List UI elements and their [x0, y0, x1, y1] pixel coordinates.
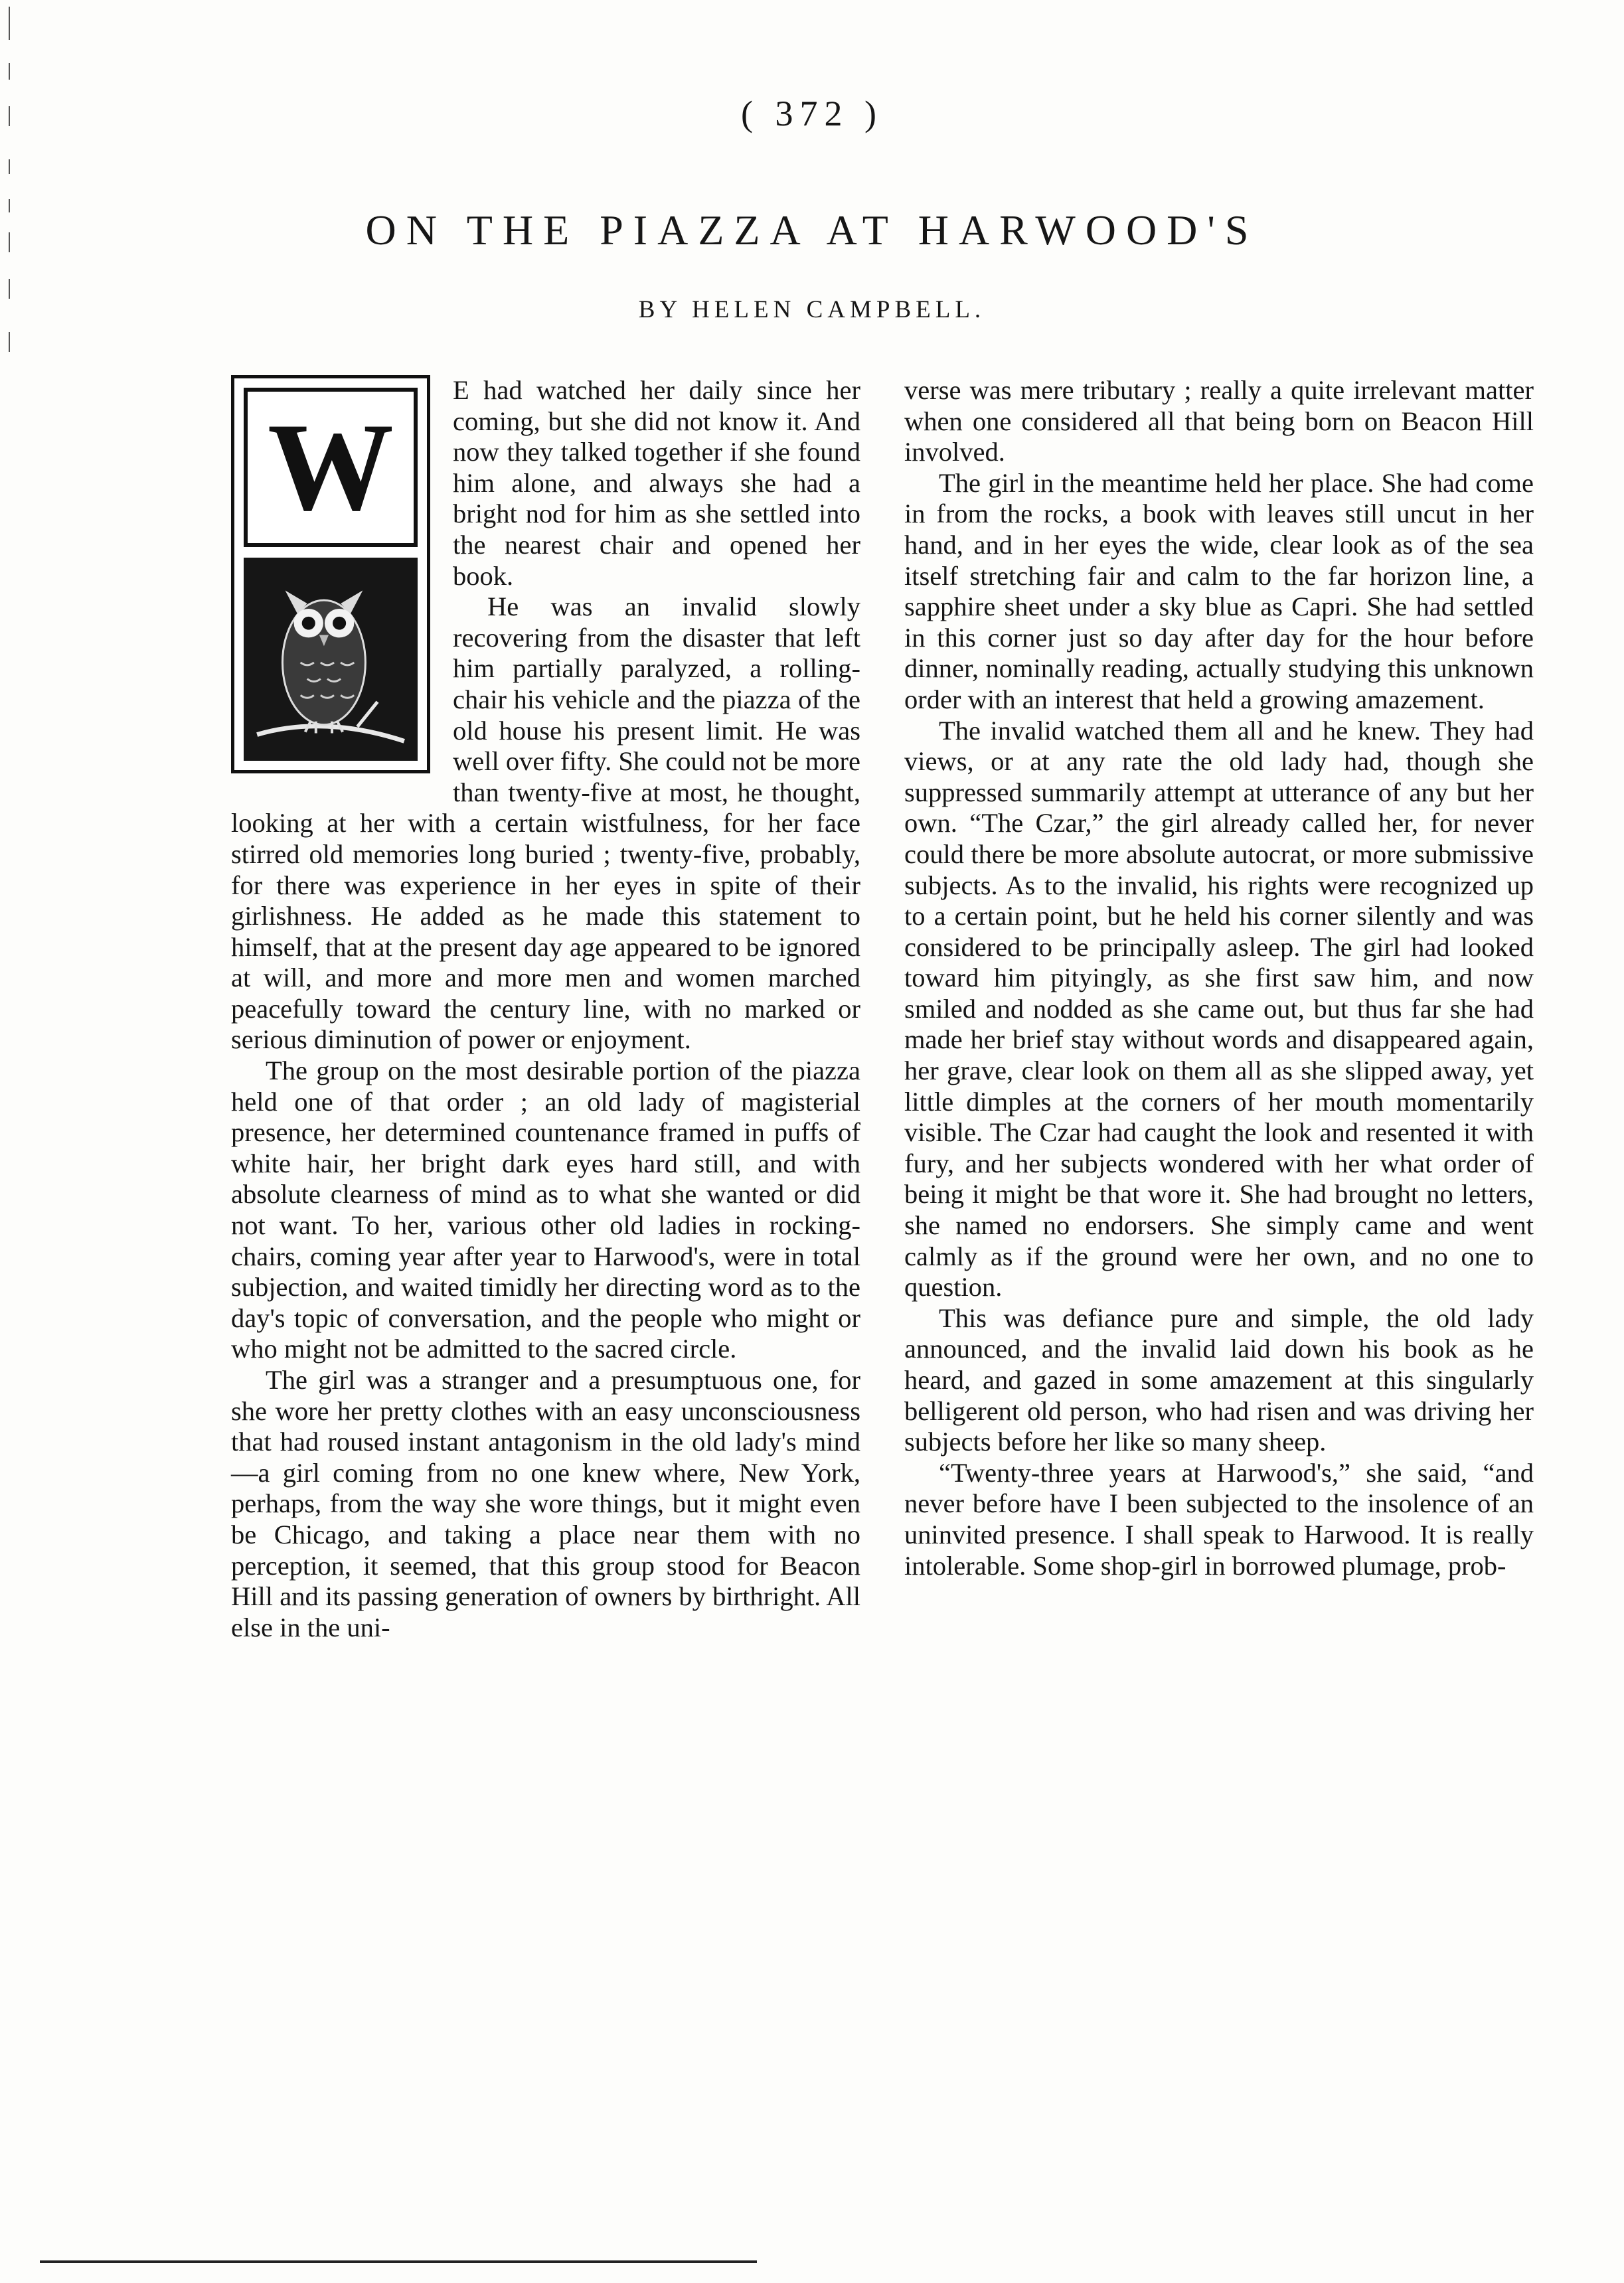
- paragraph: This was defiance pure and simple, the old lady announced, and the invalid laid down his book as he heard, and gazed in some amazement at this singularly belligerent old person, who had risen and was driving her subjects before her like so many sheep.: [904, 1302, 1534, 1457]
- paragraph: E had watched her daily since her coming, but she did not know it. And now they talked together if she found him alone, and always she had a bright nod for him as she settled into the nearest chair and opened her book.: [453, 375, 860, 591]
- paragraph: The invalid watched them all and he knew. They had views, or at any rate the old lady had, though she suppressed summarily attempt at utterance of any but her own. “The Czar,” the girl already called her, for never could there be more absolute autocrat, or more submissive subjects. As to the invalid, his rights were recognized up to a certain point, but he held his corner silently and was considered to be principally asleep. The girl had looked toward him pityingly, as she first saw him, and now smiled and nodded as she came out, but thus far she had made her brief stay without words and disappeared again, her grave, clear look on them all as she slipped away, yet little dimples at the corners of her mouth momentarily visible. The Czar had caught the look and resented it with fury, and her subjects wondered with her what order of being it might be that wore it. She had brought no letters, she named no endorsers. She simply came and went calmly as if the ground were her own, and no one to question.: [904, 715, 1534, 1302]
- left-column: [231, 375, 860, 1643]
- paragraph: The girl was a stranger and a presumptuous one, for she wore her pretty clothes with an easy unconsciousness that had roused instant antagonism in the old lady's mind—a girl coming from no one knew where, New York, perhaps, from the way she wore things, but it might even be Chicago, and taking a place near them with no perception, it seemed, that this group stood for Beacon Hill and its passing generation of owners by birthright. All else in the uni-: [231, 1365, 860, 1642]
- paragraph: The group on the most desirable portion of the piazza held one of that order ; an old lady of magisterial presence, her determined countenance framed in puffs of white hair, her bright dark eyes hard still, and with absolute clearness of mind as to what she wanted or did not want. To her, various other old ladies in rocking-chairs, coming year after year to Harwood's, were in total subjection, and waited timidly her directing word as to the day's topic of conversation, and the people who might or who might not be admitted to the sacred circle.: [231, 1056, 860, 1364]
- footer-rule: [40, 2260, 757, 2263]
- paragraph: He was an invalid slowly recovering from the disaster that left him partially paralyzed, a rolling-chair his vehicle and the piazza of the old house his present limit. He was well over fifty. She could not be more than twenty-five at most, he thought, looking at her with a certain wistfulness, for her face stirred old memories long buried ; twenty-five, probably, for there was experience in her eyes in spite of their girlishness. He added as he made this statement to himself, that at the present day age appeared to be ignored at will, and more and more men and women marched peacefully toward the century line, with no marked or serious diminution of power or enjoyment.: [231, 591, 860, 1055]
- owl-icon: [244, 558, 418, 761]
- paragraph: verse was mere tributary ; really a quite irrelevant matter when one considered all that being born on Beacon Hill involved.: [904, 375, 1534, 467]
- drop-cap-letter: W: [244, 388, 418, 547]
- article-title: ON THE PIAZZA AT HARWOOD'S: [365, 206, 1259, 254]
- paragraph: “Twenty-three years at Harwood's,” she said, “and never before have I been subjected to the insolence of an uninvited presence. I shall speak to Harwood. It is really intolerable. Some shop-girl in borrowed plumage, prob-: [904, 1457, 1534, 1581]
- byline: BY HELEN CAMPBELL.: [638, 296, 986, 323]
- page-number: ( 372 ): [741, 94, 883, 133]
- paragraph: The girl in the meantime held her place. She had come in from the rocks, a book with leaves still uncut in her hand, and in her eyes the wide, clear look as of the sea itself stretching fair and calm to the far horizon line, a sapphire sheet under a sky blue as Capri. She had settled in this corner just so day after day for the hour before dinner, nominally reading, actually studying this unknown order with an interest that held a growing amazement.: [904, 467, 1534, 714]
- drop-cap: [231, 375, 430, 773]
- scan-margin-marks: [5, 0, 13, 398]
- right-column: [904, 375, 1534, 1581]
